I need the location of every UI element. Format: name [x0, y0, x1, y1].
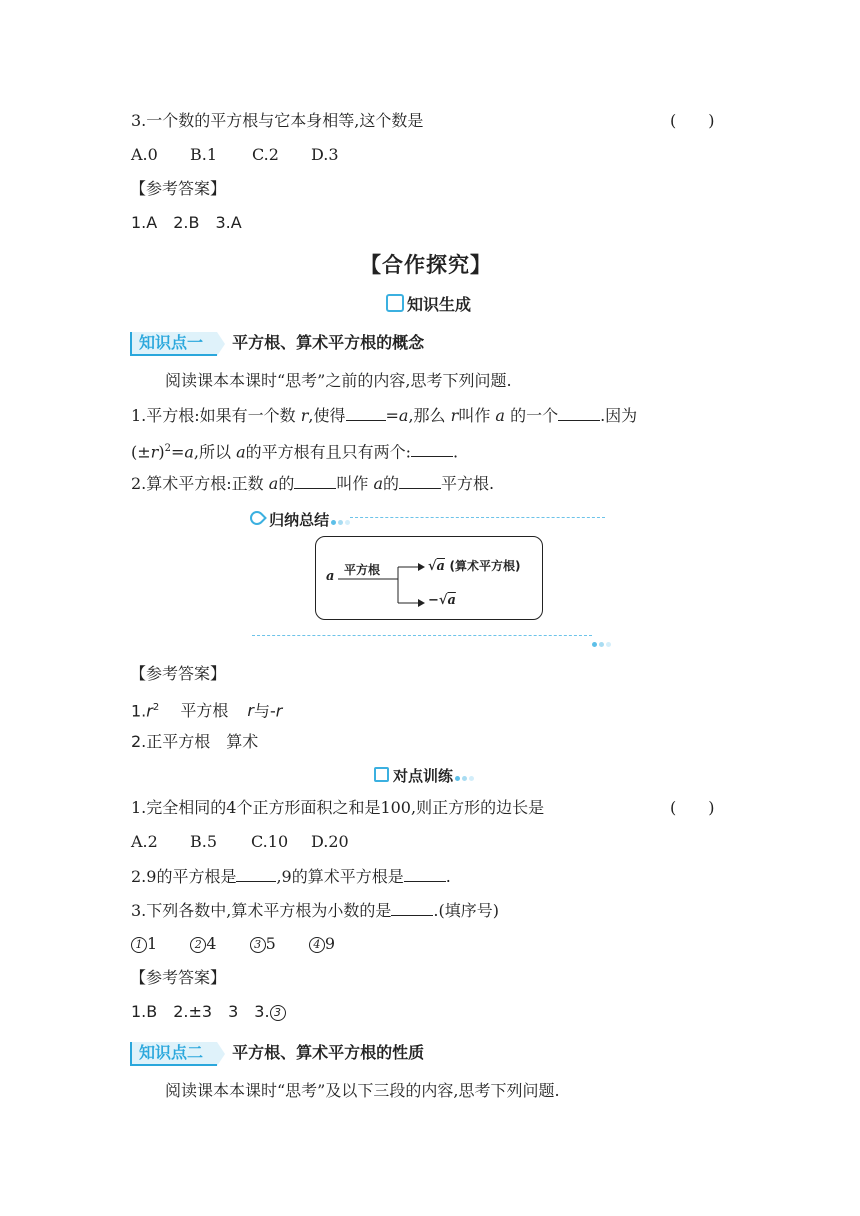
option-c: C.2 — [252, 145, 279, 164]
reference-answer-text: 1.A 2.B 3.A — [131, 213, 242, 232]
neg-sqrt-a-label: −√a — [428, 593, 456, 608]
reference-answer-label: 【参考答案】 — [130, 664, 227, 683]
practice-q3: 3.下列各数中,算术平方根为小数的是 .(填序号) — [131, 901, 499, 920]
kp1-line-3: 2.算术平方根:正数 a的 叫作 a的 平方根. — [131, 474, 495, 493]
option-b: B.1 — [190, 145, 218, 164]
practice-q1-stem: 1.完全相同的4个正方形面积之和是100,则正方形的边长是 — [131, 798, 545, 817]
knowledge-point-tag: 知识点一 — [130, 332, 217, 356]
list-item: 1 1 — [131, 934, 157, 953]
list-item: 4 9 — [309, 934, 335, 953]
answer-paren: ( ) — [670, 798, 715, 817]
book-icon — [386, 294, 404, 312]
practice-q3-options — [131, 933, 335, 955]
practice-heading: 对点训练 — [374, 765, 474, 786]
option-d: D.3 — [311, 145, 339, 164]
arrow-label: 平方根 — [344, 563, 381, 577]
blank — [294, 472, 336, 489]
knowledge-point-1-header — [130, 330, 424, 356]
knowledge-generation-heading: 知识生成 — [386, 292, 471, 315]
summary-heading: 归纳总结 — [250, 509, 350, 530]
edit-icon — [374, 767, 389, 782]
blank — [399, 472, 441, 489]
knowledge-point-tag: 知识点二 — [130, 1042, 217, 1066]
list-item: 2 4 — [190, 934, 216, 953]
answer-paren: ( ) — [670, 111, 715, 130]
knowledge-point-title: 平方根、算术平方根的性质 — [232, 1043, 425, 1062]
kp1-intro: 阅读课本本课时“思考”之前的内容,思考下列问题. — [165, 371, 512, 390]
summary-diagram-box — [315, 536, 543, 620]
reference-answer-text: 1.B 2.±3 3 3. 3 — [131, 1001, 286, 1023]
summary-panel — [250, 509, 610, 649]
practice-q2: 2.9的平方根是 ,9的算术平方根是 . — [131, 867, 451, 886]
reference-answer-label: 【参考答案】 — [130, 179, 227, 198]
variable-a: a — [326, 569, 335, 584]
knowledge-point-2-header — [130, 1040, 424, 1066]
knowledge-point-title: 平方根、算术平方根的概念 — [232, 333, 425, 352]
kp1-line-2: $(\pm r)^2=a$,所以 a的平方根有且只有两个: . — [131, 442, 459, 462]
dots-decor — [590, 632, 611, 651]
reference-answer-label: 【参考答案】 — [130, 968, 227, 987]
option-c: C.10 — [251, 832, 289, 851]
blank — [346, 404, 386, 421]
blank — [411, 440, 453, 457]
list-item: 3 5 — [250, 934, 276, 953]
option-b: B.5 — [190, 832, 218, 851]
section-title: 【合作探究】 — [360, 253, 492, 277]
option-d: D.20 — [311, 832, 349, 851]
dashed-top-line — [350, 517, 605, 518]
blank — [391, 899, 433, 916]
kp2-intro: 阅读课本本课时“思考”及以下三段的内容,思考下列问题. — [165, 1081, 560, 1100]
reference-answer-text: $1.r^2$ 平方根 r与-r — [131, 701, 283, 721]
blank — [236, 865, 276, 882]
reference-answer-text-2: 2.正平方根 算术 — [131, 732, 259, 751]
pencil-icon — [247, 508, 267, 528]
question-3-stem: 3.一个数的平方根与它本身相等,这个数是 — [131, 111, 424, 130]
sqrt-a-label: √a (算术平方根) — [428, 559, 521, 574]
dashed-bottom-line — [252, 635, 592, 636]
blank — [558, 404, 600, 421]
option-a: A.2 — [131, 832, 158, 851]
kp1-line-1: 1.平方根:如果有一个数 r,使得 =a,那么 r叫作 a 的一个 .因为 — [131, 406, 638, 425]
blank — [404, 865, 446, 882]
option-a: A.0 — [131, 145, 158, 164]
